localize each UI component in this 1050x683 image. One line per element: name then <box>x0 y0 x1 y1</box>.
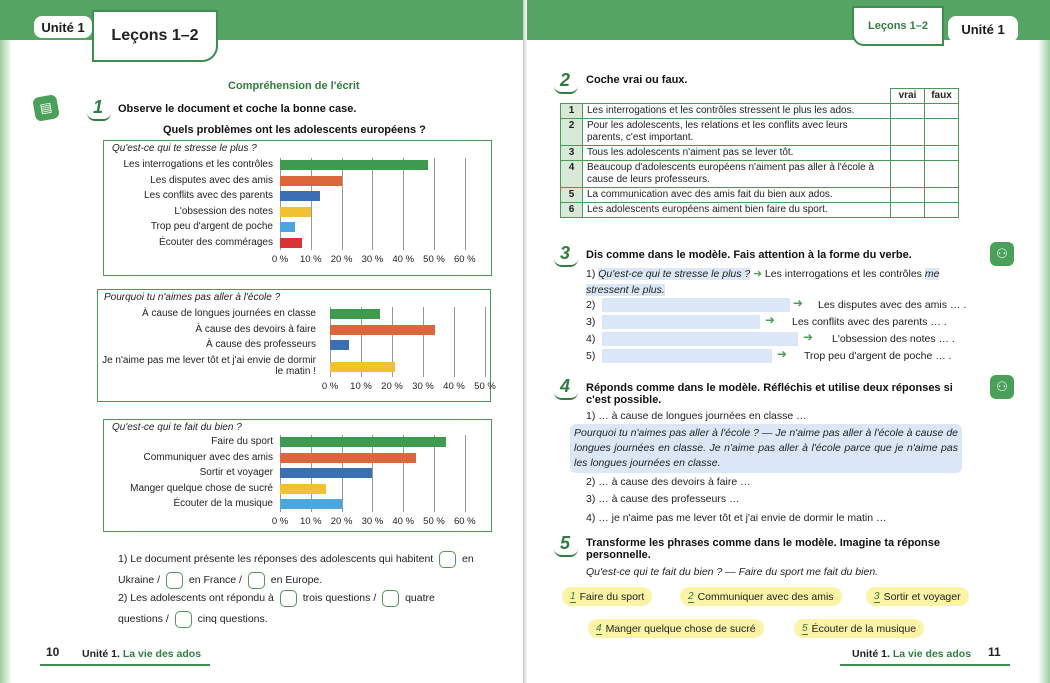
option-pill-3[interactable]: 3 Sortir et voyager <box>866 587 969 606</box>
gridline <box>465 158 466 250</box>
cell-vrai[interactable] <box>891 119 925 146</box>
bar <box>280 191 320 201</box>
ex3-number-4: 4) <box>586 333 596 345</box>
x-tick-label: 50 % <box>474 381 496 392</box>
x-tick-label: 50 % <box>423 516 445 527</box>
x-tick-label: 20 % <box>330 516 353 527</box>
arrow-icon: ➜ <box>793 296 804 310</box>
gridline <box>485 307 486 377</box>
gridline <box>280 158 281 250</box>
option-pill-1[interactable]: 1 Faire du sport <box>562 587 652 606</box>
exercise-number-4: 4 <box>560 376 571 396</box>
checkbox-four-questions[interactable] <box>382 590 399 607</box>
cell-vrai[interactable] <box>891 104 925 119</box>
true-false-table <box>560 88 959 218</box>
chart-wellbeing-title: Qu'est-ce qui te fait du bien ? <box>112 422 242 433</box>
gridline <box>434 158 435 250</box>
arrow-icon: ➜ <box>765 313 776 327</box>
bar <box>280 222 295 232</box>
chart-school-title: Pourquoi tu n'aimes pas aller à l'école ? <box>104 292 281 303</box>
ex3-item-1: 1) Qu'est-ce qui te stresse le plus ? ➜ Les interrogations et les contrôles me stressent le plus. <box>586 268 940 296</box>
chart-stress-title: Qu'est-ce qui te stresse le plus ? <box>112 143 257 154</box>
x-tick-label: 30 % <box>412 381 434 392</box>
gridline <box>423 307 424 377</box>
left-margin-band <box>0 40 12 683</box>
ex3-number-5: 5) <box>586 350 596 362</box>
answer-blank-4[interactable] <box>602 332 798 346</box>
cell-faux[interactable] <box>925 104 959 119</box>
category-label: À cause des devoirs à faire <box>195 323 316 335</box>
footer-right-rule <box>840 664 1010 666</box>
x-tick-label: 0 % <box>271 254 289 265</box>
ex3-answer-4: L'obsession des notes … . <box>832 333 955 345</box>
chart-stress <box>103 140 492 276</box>
category-label: Communiquer avec des amis <box>143 451 273 463</box>
page-number-left: 10 <box>46 645 60 659</box>
exercise-1-instruction: Observe le document et coche la bonne case. <box>118 103 357 115</box>
lesson-tag-right: Leçons 1–2 <box>852 6 944 46</box>
unit-tab-left: Unité 1 <box>34 16 92 38</box>
answer-blank-5[interactable] <box>602 349 772 363</box>
gridline <box>403 158 404 250</box>
pair-work-icon: ⚇ <box>990 242 1014 266</box>
bar <box>280 453 416 463</box>
bar <box>280 437 446 447</box>
table-row: 6 Les adolescents européens aiment bien faire du sport. <box>561 203 959 218</box>
x-tick-label: 60 % <box>453 516 476 527</box>
exercise-3-instruction: Dis comme dans le modèle. Fais attention à la forme du verbe. <box>586 249 912 261</box>
gridline <box>372 158 373 250</box>
section-title: Compréhension de l'écrit <box>228 80 360 92</box>
x-tick-label: 30 % <box>361 254 384 265</box>
unit-tab-right: Unité 1 <box>948 16 1018 42</box>
option-pill-4[interactable]: 4 Manger quelque chose de sucré <box>588 619 764 638</box>
x-tick-label: 40 % <box>392 516 415 527</box>
ex3-number-2: 2) <box>586 299 596 311</box>
ex4-model-answer: Pourquoi tu n'aimes pas aller à l'école ? — Je n'aime pas aller à l'école à cause de longues journées en classe. Je n'aime pas aller à l'école parce que je n'aime pas les longues journées en classe. <box>570 424 962 473</box>
page-number-right: 11 <box>988 645 1001 659</box>
category-label: Les disputes avec des amis <box>150 174 273 186</box>
arrow-icon: ➜ <box>803 330 814 344</box>
spine-fold <box>523 0 527 683</box>
bar <box>330 362 395 372</box>
ex3-answer-3: Les conflits avec des parents … . <box>792 316 947 328</box>
ex4-item-1: 1) … à cause de longues journées en classe … <box>586 410 807 422</box>
checkbox-ukraine[interactable] <box>439 551 456 568</box>
cell-faux[interactable] <box>925 203 959 218</box>
bar <box>280 207 311 217</box>
cell-faux[interactable] <box>925 119 959 146</box>
x-tick-label: 20 % <box>381 381 403 392</box>
category-label: Sortir et voyager <box>199 467 273 478</box>
footer-left: Unité 1. La vie des ados <box>82 648 202 660</box>
chart-wellbeing <box>103 419 492 532</box>
table-row: 5 La communication avec des amis fait du bien aux ados. <box>561 188 959 203</box>
cell-vrai[interactable] <box>891 188 925 203</box>
bar <box>280 468 372 478</box>
bar <box>280 499 342 509</box>
bar <box>330 309 380 319</box>
book-icon: ▤ <box>32 94 60 122</box>
category-label: Faire du sport <box>211 436 273 447</box>
bar <box>280 176 342 186</box>
x-tick-label: 40 % <box>443 381 465 392</box>
category-label: Je n'aime pas me lever tôt et j'ai envie de dormir le matin ! <box>102 354 316 377</box>
category-label: À cause de longues journées en classe <box>141 308 316 319</box>
x-tick-label: 40 % <box>392 254 415 265</box>
category-label: Trop peu d'argent de poche <box>150 221 273 232</box>
bar <box>280 160 428 170</box>
lesson-title-left: Leçons 1–2 <box>92 10 218 62</box>
table-row: 1 Les interrogations et les contrôles stressent le plus les ados. <box>561 104 959 119</box>
bar <box>280 484 326 494</box>
ex3-number-3: 3) <box>586 316 596 328</box>
gridline <box>311 158 312 250</box>
cell-faux[interactable] <box>925 188 959 203</box>
x-tick-label: 0 % <box>321 381 339 392</box>
gridline <box>342 158 343 250</box>
x-tick-label: 50 % <box>423 254 445 265</box>
exercise-2-instruction: Coche vrai ou faux. <box>586 74 688 86</box>
category-label: L'obsession des notes <box>174 205 273 217</box>
exercise-1-question: Quels problèmes ont les adolescents européens ? <box>163 124 426 136</box>
x-tick-label: 30 % <box>361 516 384 527</box>
category-label: Les conflits avec des parents <box>144 190 273 201</box>
x-tick-label: 20 % <box>330 254 353 265</box>
table-row: 2 Pour les adolescents, les relations et les conflits avec leurs parents, c'est important. <box>561 119 959 146</box>
footer-right: Unité 1. La vie des ados <box>852 648 972 660</box>
checkbox-france[interactable] <box>166 572 183 589</box>
ex5-model: Qu'est-ce qui te fait du bien ? — Faire du sport me fait du bien. <box>586 566 879 578</box>
x-tick-label: 10 % <box>299 254 322 265</box>
header-faux: faux <box>925 89 959 104</box>
x-tick-label: 10 % <box>350 381 372 392</box>
exercise-number-2: 2 <box>560 70 571 90</box>
exercise-number-1: 1 <box>93 97 104 117</box>
x-tick-label: 10 % <box>299 516 322 527</box>
cell-vrai[interactable] <box>891 203 925 218</box>
table-row: 4 Beaucoup d'adolescents européens n'aiment pas aller à l'école à cause de leurs professeurs. <box>561 161 959 188</box>
category-label: Manger quelque chose de sucré <box>130 482 273 494</box>
cell-vrai[interactable] <box>891 146 925 161</box>
answer-blank-2[interactable] <box>602 298 790 312</box>
checkbox-europe[interactable] <box>248 572 265 589</box>
table-header-row <box>561 89 959 104</box>
cell-vrai[interactable] <box>891 161 925 188</box>
exercise-number-3: 3 <box>560 243 571 263</box>
ex1-question-2: 2) Les adolescents ont répondu à trois questions / quatre questions / cinq questions. <box>118 588 498 630</box>
bar <box>330 340 349 350</box>
cell-faux[interactable] <box>925 161 959 188</box>
category-label: Les interrogations et les contrôles <box>123 159 273 170</box>
arrow-icon: ➜ <box>753 268 762 280</box>
ex4-item-4: 4) … je n'aime pas me lever tôt et j'ai envie de dormir le matin … <box>586 512 887 524</box>
cell-faux[interactable] <box>925 146 959 161</box>
answer-blank-3[interactable] <box>602 315 760 329</box>
checkbox-three-questions[interactable] <box>280 590 297 607</box>
ex4-item-3: 3) … à cause des professeurs … <box>586 493 740 505</box>
footer-left-rule <box>40 664 210 666</box>
ex4-item-2: 2) … à cause des devoirs à faire … <box>586 476 751 488</box>
right-margin-band <box>1038 40 1050 683</box>
option-pill-5[interactable]: 5 Écouter de la musique <box>794 619 924 638</box>
category-label: Écouter des commérages <box>159 236 273 248</box>
x-tick-label: 60 % <box>453 254 476 265</box>
exercise-4-instruction: Réponds comme dans le modèle. Réfléchis et utilise deux réponses si c'est possible. <box>586 382 953 406</box>
arrow-icon: ➜ <box>777 347 788 361</box>
exercise-5-instruction: Transforme les phrases comme dans le modèle. Imagine ta réponse personnelle. <box>586 537 940 561</box>
category-label: Écouter de la musique <box>173 498 273 509</box>
ex3-answer-5: Trop peu d'argent de poche … . <box>804 350 952 362</box>
checkbox-five-questions[interactable] <box>175 611 192 628</box>
ex3-answer-2: Les disputes avec des amis … . <box>818 299 967 311</box>
option-pill-2[interactable]: 2 Communiquer avec des amis <box>680 587 842 606</box>
category-label: À cause des professeurs <box>205 339 316 350</box>
exercise-number-5: 5 <box>560 533 571 553</box>
header-vrai: vrai <box>891 89 925 104</box>
ex1-question-1: 1) Le document présente les réponses des adolescents qui habitent en Ukraine / en France / en Europe. <box>118 549 498 591</box>
gridline <box>454 307 455 377</box>
pair-work-icon-2: ⚇ <box>990 375 1014 399</box>
chart-school <box>97 289 496 402</box>
x-tick-label: 0 % <box>271 516 289 527</box>
bar <box>280 238 302 248</box>
table-row: 3 Tous les adolescents n'aiment pas se lever tôt. <box>561 146 959 161</box>
gridline <box>465 435 466 512</box>
bar <box>330 325 435 335</box>
